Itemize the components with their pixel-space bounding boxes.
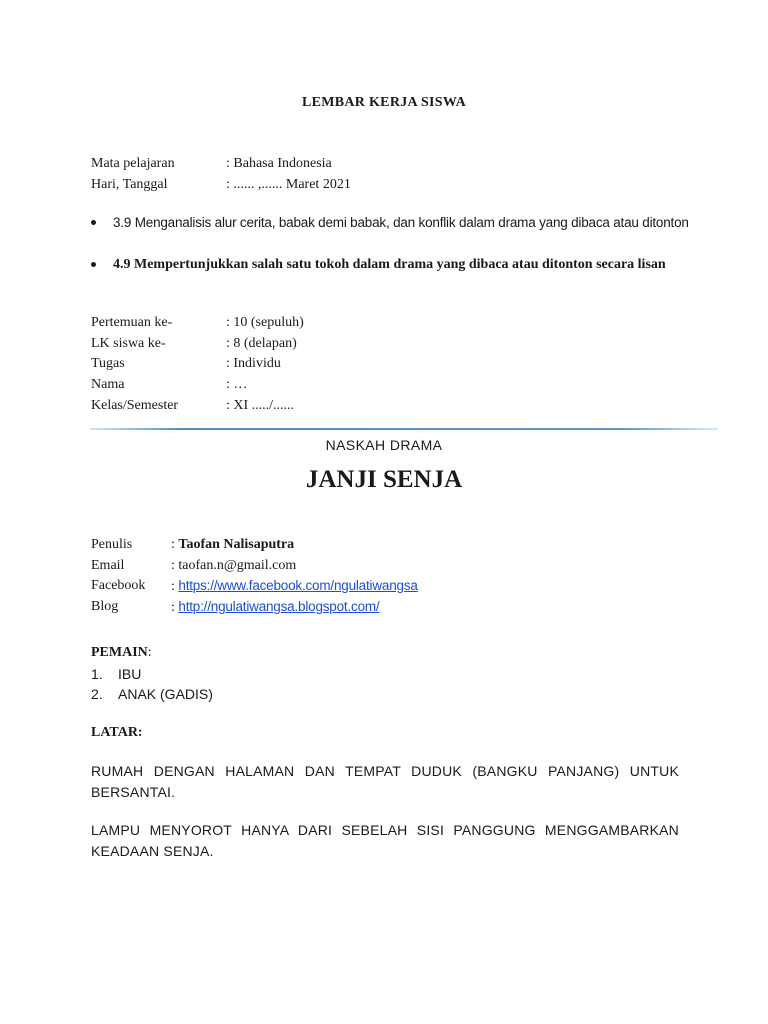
subject-value: : Bahasa Indonesia: [226, 156, 332, 171]
task-label: Tugas: [91, 356, 125, 371]
competency-item: [91, 212, 691, 233]
setting-heading: LATAR:: [91, 725, 143, 740]
task-value: : Individu: [226, 356, 281, 371]
blog-value-wrap: [171, 597, 379, 618]
task-row: [91, 354, 731, 374]
cast-number: 2.: [91, 686, 103, 702]
date-label: Hari, Tanggal: [91, 177, 168, 192]
bullet-icon: [91, 220, 96, 225]
author-value-wrap: [171, 535, 294, 555]
meeting-row: [91, 313, 731, 333]
date-row: [91, 175, 731, 195]
lk-row: [91, 334, 731, 354]
facebook-row: [91, 576, 731, 596]
script-heading: NASKAH DRAMA: [325, 437, 443, 453]
cast-heading: PEMAIN: [91, 645, 148, 660]
subject-label: Mata pelajaran: [91, 156, 175, 171]
date-value: : ...... ,...... Maret 2021: [226, 177, 351, 192]
facebook-sep: :: [171, 579, 179, 594]
name-value: : …: [226, 377, 248, 392]
blog-label: Blog: [91, 599, 119, 614]
blog-sep: :: [171, 600, 179, 615]
subject-row: [91, 154, 731, 174]
lk-label: LK siswa ke-: [91, 336, 166, 351]
setting-paragraph: LAMPU MENYOROT HANYA DARI SEBELAH SISI PANGGUNG MENGGAMBARKAN KEADAAN SENJA.: [91, 822, 679, 859]
cast-number: 1.: [91, 666, 103, 682]
worksheet-title: LEMBAR KERJA SISWA: [301, 95, 467, 110]
script-title: JANJI SENJA: [305, 466, 463, 493]
class-value: : XI ...../......: [226, 398, 295, 413]
class-row: [91, 396, 731, 416]
facebook-value-wrap: [171, 576, 418, 597]
name-row: [91, 375, 731, 395]
setting-paragraph: RUMAH DENGAN HALAMAN DAN TEMPAT DUDUK (BANGKU PANJANG) UNTUK BERSANTAI.: [91, 763, 679, 800]
competency-text: 3.9 Menganalisis alur cerita, babak demi babak, dan konflik dalam drama yang dibaca atau ditonton: [113, 215, 689, 230]
meeting-label: Pertemuan ke-: [91, 315, 173, 330]
section-divider: [90, 428, 718, 430]
author-row: [91, 535, 731, 555]
competency-item: [91, 254, 691, 275]
bullet-icon: [91, 262, 96, 267]
cast-heading-row: [91, 643, 152, 663]
cast-heading-colon: :: [147, 645, 152, 660]
class-label: Kelas/Semester: [91, 398, 179, 413]
name-label: Nama: [91, 377, 125, 392]
competency-text: 4.9 Mempertunjukkan salah satu tokoh dalam drama yang dibaca atau ditonton secara lisan: [113, 257, 666, 272]
author-name: Taofan Nalisaputra: [178, 537, 295, 552]
email-value: : taofan.n@gmail.com: [171, 558, 297, 573]
meeting-value: : 10 (sepuluh): [226, 315, 304, 330]
author-label: Penulis: [91, 537, 133, 552]
author-sep: :: [171, 537, 179, 552]
email-row: [91, 556, 731, 576]
cast-name: IBU: [118, 666, 142, 682]
cast-name: ANAK (GADIS): [118, 686, 213, 702]
email-label: Email: [91, 558, 125, 573]
lk-value: : 8 (delapan): [226, 336, 297, 351]
blog-link[interactable]: http://ngulatiwangsa.blogspot.com/: [178, 599, 380, 614]
facebook-link[interactable]: https://www.facebook.com/ngulatiwangsa: [178, 578, 418, 593]
facebook-label: Facebook: [91, 578, 146, 593]
blog-row: [91, 597, 731, 617]
